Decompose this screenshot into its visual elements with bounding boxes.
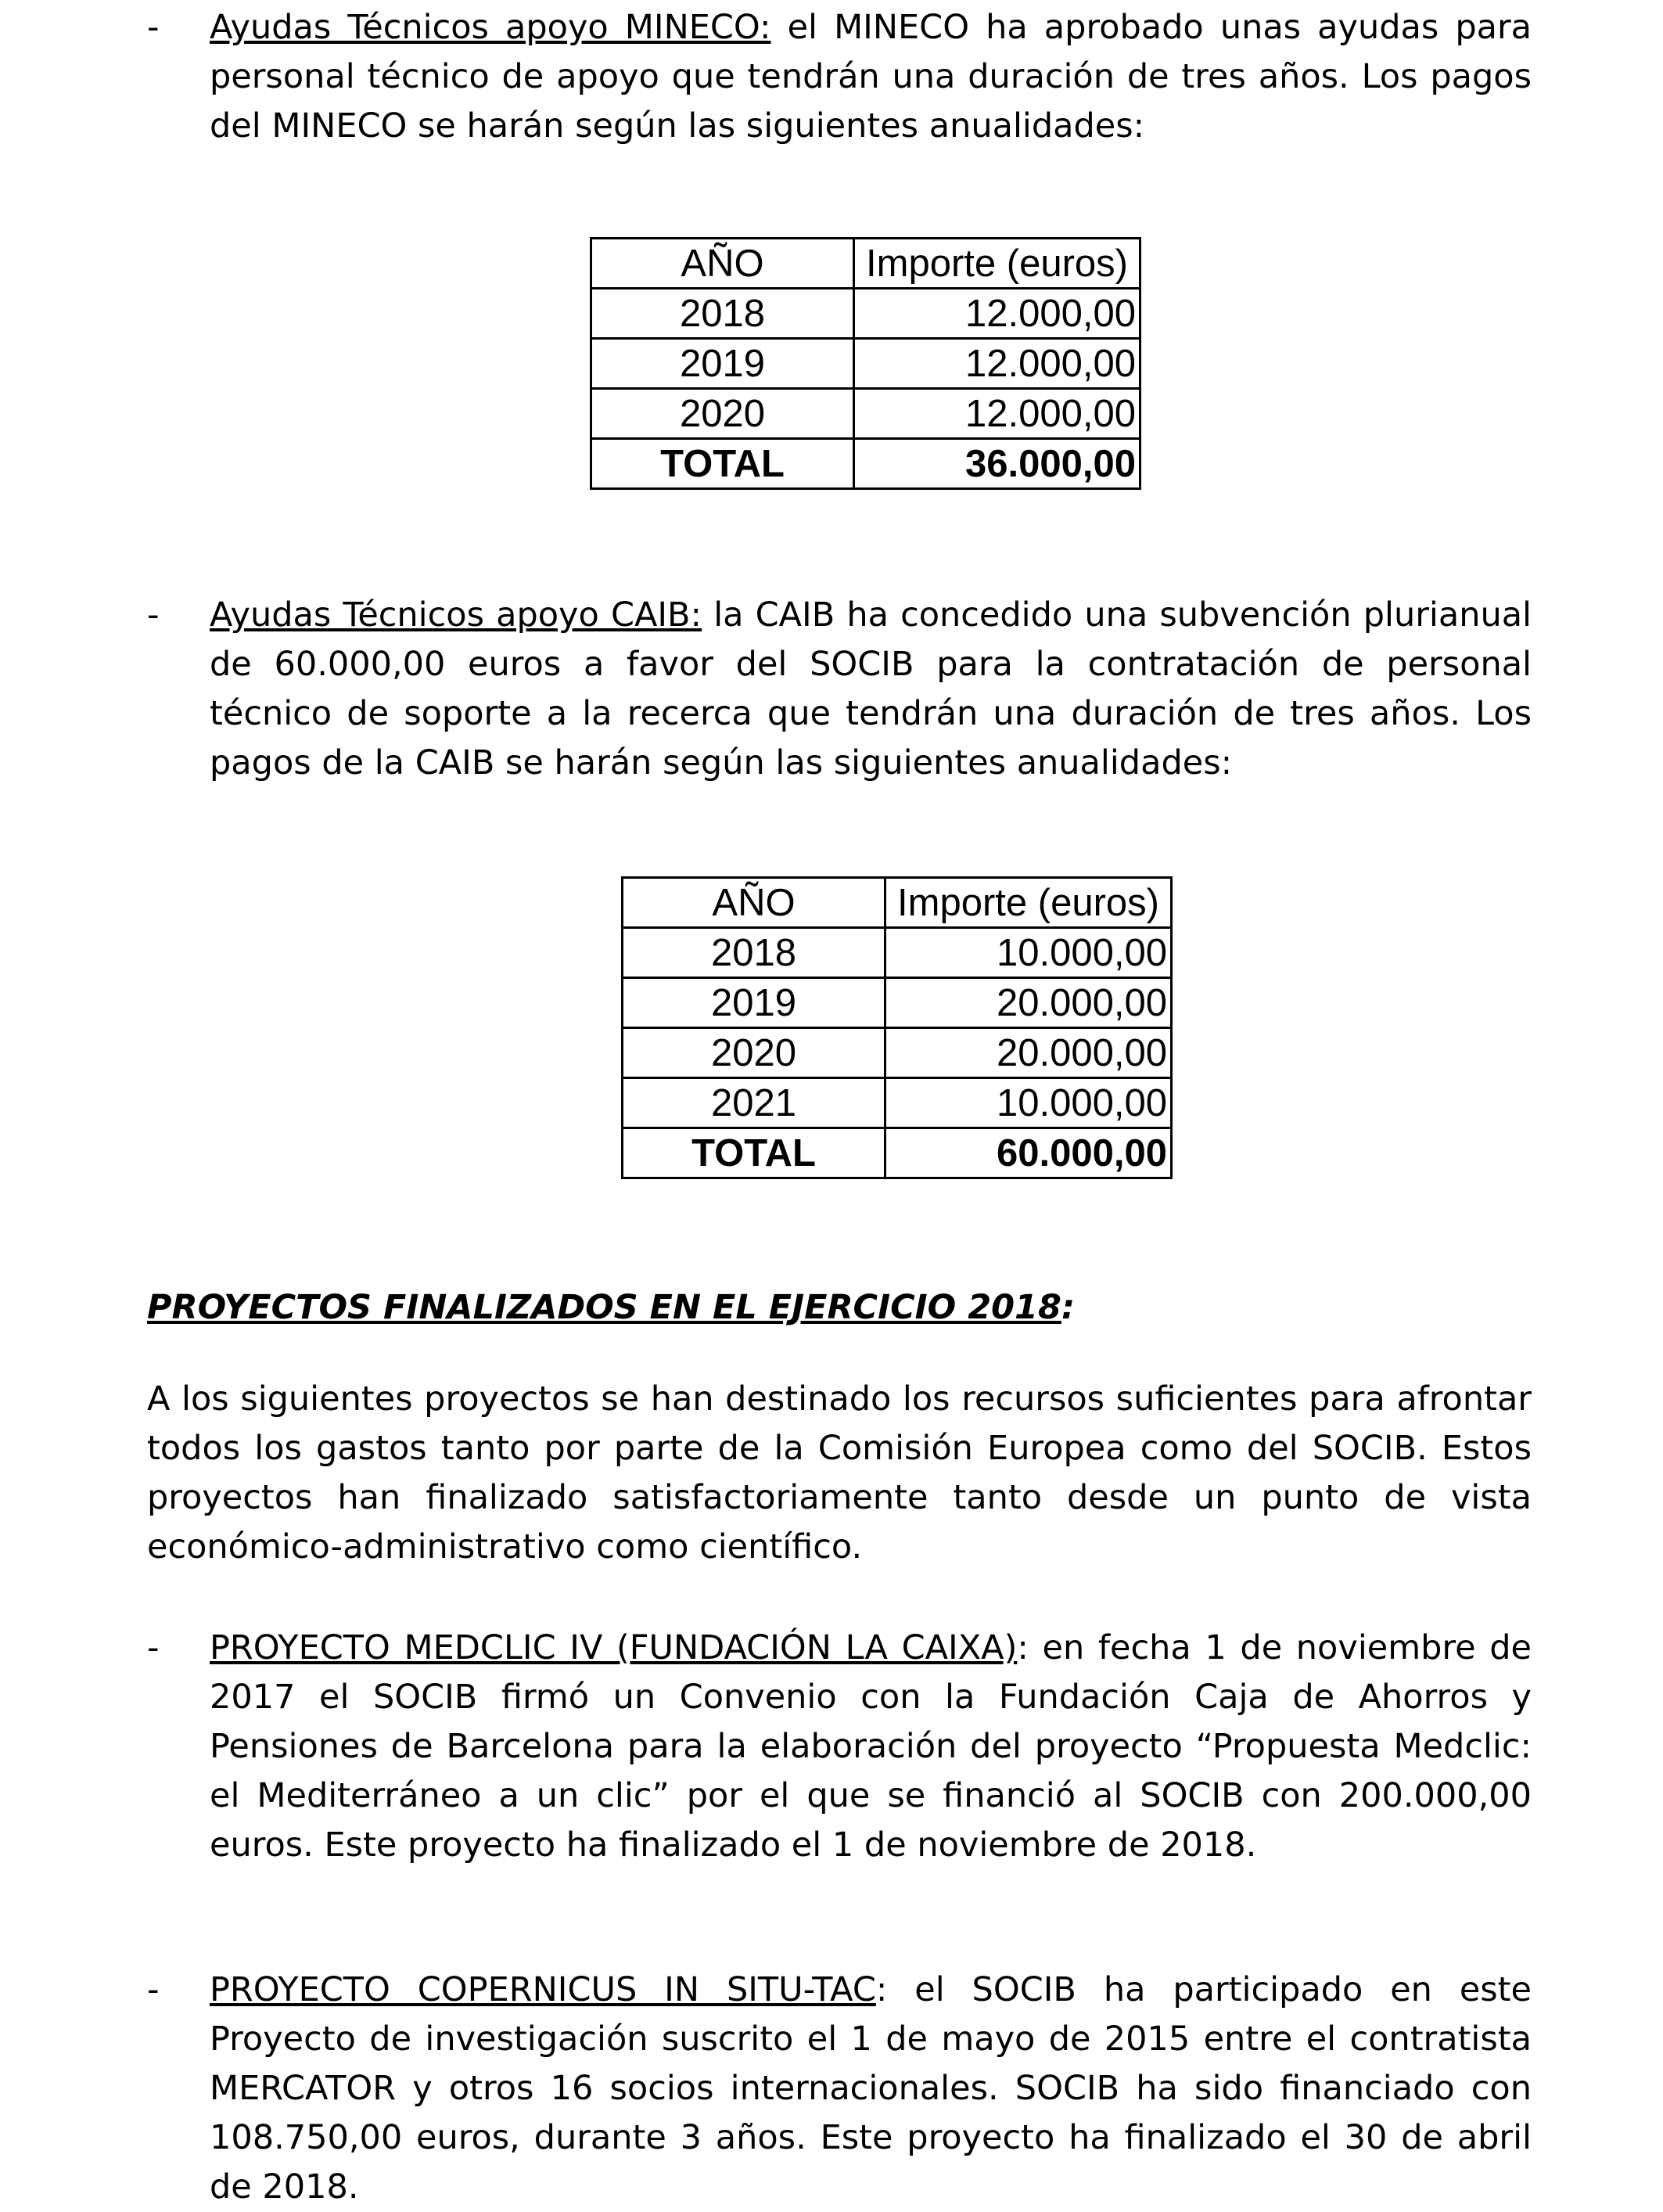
- table-total-row: [623, 1128, 1172, 1178]
- mineco-bullet: [147, 3, 1532, 152]
- total-amount: 60.000,00: [885, 1128, 1172, 1178]
- header-year: AÑO: [591, 239, 854, 289]
- table-header-row: [623, 878, 1172, 928]
- caib-label: Ayudas Técnicos apoyo CAIB:: [210, 595, 702, 635]
- caib-bullet: [147, 591, 1532, 794]
- table-row: [623, 978, 1172, 1028]
- mineco-paragraph: [210, 3, 1532, 151]
- table-row: [623, 928, 1172, 978]
- year-cell: 2018: [623, 928, 885, 978]
- bullet-dash: -: [147, 1970, 160, 2009]
- table-row: [591, 339, 1140, 389]
- mineco-text: el MINECO ha aprobado unas ayudas para personal técnico de apoyo que tendrán una duración de tres años. Los pagos del MINECO se harán según las siguientes anualidades:: [210, 8, 1532, 146]
- copernicus-bullet: [147, 1966, 1532, 2207]
- bullet-dash: -: [147, 8, 160, 47]
- total-label: TOTAL: [591, 439, 854, 489]
- year-cell: 2020: [591, 389, 854, 439]
- header-amount: Importe (euros): [885, 878, 1172, 928]
- mineco-label: Ayudas Técnicos apoyo MINECO:: [210, 8, 771, 47]
- caib-table: [621, 876, 1173, 1179]
- amount-cell: 12.000,00: [854, 389, 1140, 439]
- table-row: [623, 1078, 1172, 1128]
- amount-cell: 12.000,00: [854, 339, 1140, 389]
- header-year: AÑO: [623, 878, 885, 928]
- amount-cell: 10.000,00: [885, 1078, 1172, 1128]
- table-total-row: [591, 439, 1140, 489]
- medclic-paragraph: [210, 1624, 1532, 1870]
- copernicus-text: : el SOCIB ha participado en este Proyecto de investigación suscrito el 1 de mayo de 2015 entre el contratista MERCATOR y otros 16 socios internacionales. SOCIB ha sido financiado con 108.750,00 euros, durante 3 años. Este proyecto ha finalizado el 30 de abril de 2018.: [210, 1970, 1532, 2207]
- caib-text: la CAIB ha concedido una subvención plurianual de 60.000,00 euros a favor del SOCIB para la contratación de personal técnico de soporte a la recerca que tendrán una duración de tres años. Los pagos de la CAIB se harán según las siguientes anualidades:: [210, 595, 1532, 782]
- total-label: TOTAL: [623, 1128, 885, 1178]
- amount-cell: 20.000,00: [885, 978, 1172, 1028]
- header-amount: Importe (euros): [854, 239, 1140, 289]
- mineco-table: [590, 237, 1141, 490]
- copernicus-label: PROYECTO COPERNICUS IN SITU-TAC: [210, 1970, 876, 2009]
- amount-cell: 10.000,00: [885, 928, 1172, 978]
- caib-paragraph: [210, 591, 1532, 788]
- year-cell: 2020: [623, 1028, 885, 1078]
- amount-cell: 20.000,00: [885, 1028, 1172, 1078]
- year-cell: 2021: [623, 1078, 885, 1128]
- bullet-dash: -: [147, 595, 160, 635]
- section-heading-suffix: :: [1061, 1288, 1076, 1327]
- table-row: [623, 1028, 1172, 1078]
- year-cell: 2019: [623, 978, 885, 1028]
- table-row: [591, 389, 1140, 439]
- medclic-text: : en fecha 1 de noviembre de 2017 el SOCIB firmó un Convenio con la Fundación Caja de Ahorros y Pensiones de Barcelona para la elaboración del proyecto “Propuesta Medclic: el Mediterráneo a un clic” por el que se financió al SOCIB con 200.000,00 euros. Este proyecto ha finalizado el 1 de noviembre de 2018.: [210, 1628, 1532, 1865]
- section-heading-text: PROYECTOS FINALIZADOS EN EL EJERCICIO 2018: [147, 1288, 1061, 1327]
- table-row: [591, 289, 1140, 339]
- year-cell: 2019: [591, 339, 854, 389]
- medclic-label: PROYECTO MEDCLIC IV (FUNDACIÓN LA CAIXA): [210, 1628, 1018, 1667]
- amount-cell: 12.000,00: [854, 289, 1140, 339]
- table-header-row: [591, 239, 1140, 289]
- section-heading: [147, 1283, 1075, 1333]
- bullet-dash: -: [147, 1628, 160, 1667]
- total-amount: 36.000,00: [854, 439, 1140, 489]
- section-intro: A los siguientes proyectos se han destinado los recursos suficientes para afrontar todos los gastos tanto por parte de la Comisión Europea como del SOCIB. Estos proyectos han finalizado satisfactoriamente tanto desde un punto de vista económico-administrativo como científico.: [147, 1379, 1532, 1566]
- copernicus-paragraph: [210, 1966, 1532, 2212]
- year-cell: 2018: [591, 289, 854, 339]
- medclic-bullet: [147, 1624, 1532, 1874]
